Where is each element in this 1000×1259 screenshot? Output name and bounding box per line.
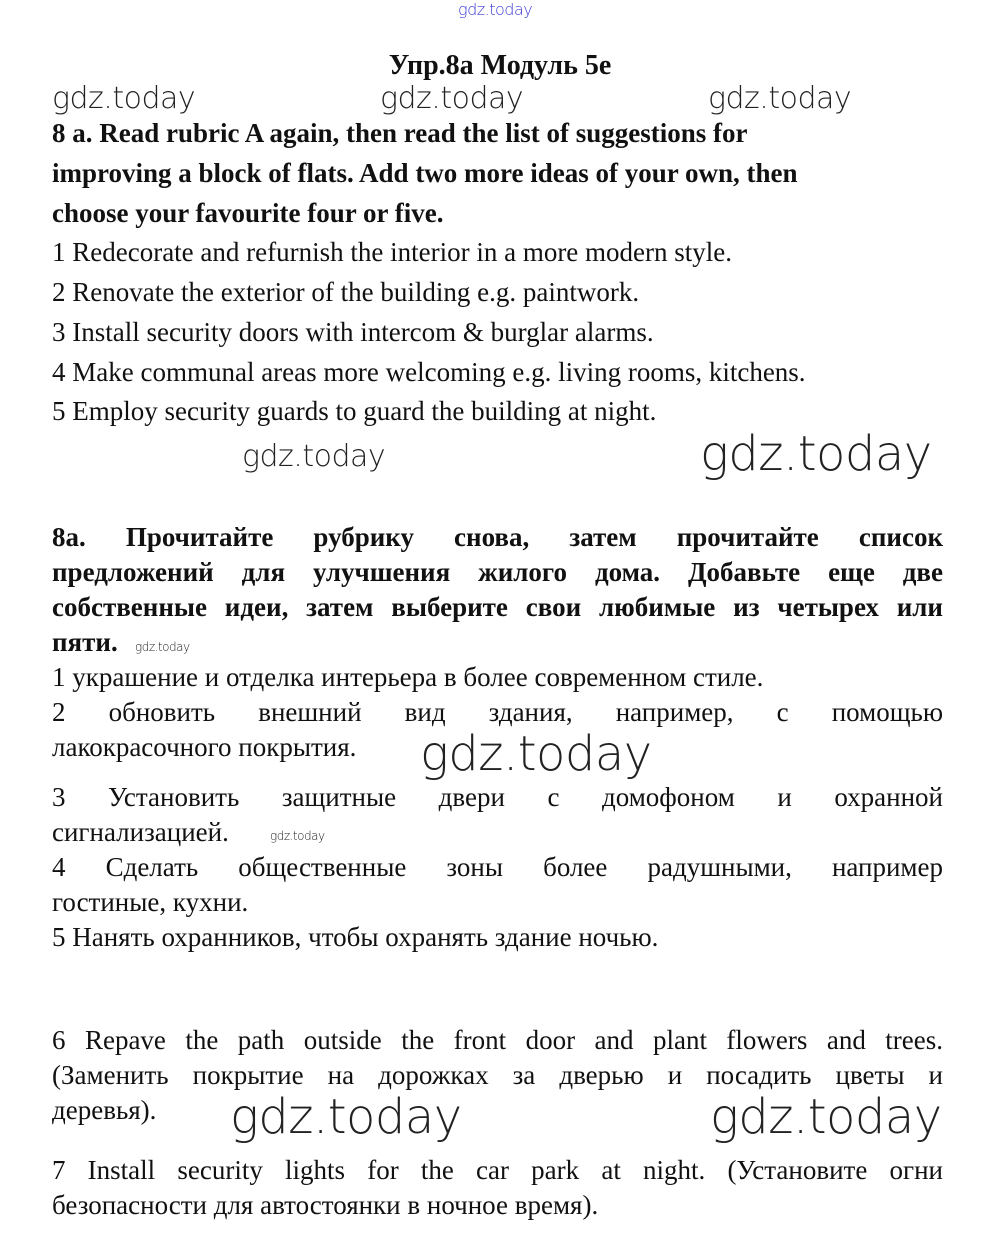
watermark: gdz.today: [135, 640, 190, 654]
watermark: gdz.today: [700, 426, 932, 482]
watermark: gdz.today: [380, 81, 524, 116]
russian-instruction-line: пяти.: [52, 627, 118, 657]
russian-instruction-line: предложений для улучшения жилого дома. Добавьте еще две: [52, 557, 943, 587]
page-title: Упр.8а Модуль 5е: [388, 50, 612, 81]
watermark-top: gdz.today: [458, 0, 533, 19]
russian-instruction-line: собственные идеи, затем выберите свои любимые из четырех или: [52, 592, 943, 622]
english-instruction-line: 8 a. Read rubric A again, then read the list of suggestions for: [52, 118, 748, 148]
russian-item: 4 Сделать общественные зоны более радушными, например: [52, 852, 943, 882]
watermark: gdz.today: [230, 1089, 462, 1145]
russian-item: гостиные, кухни.: [52, 887, 249, 917]
russian-item: 2 обновить внешний вид здания, например, с помощью: [52, 697, 943, 727]
own-idea-item: безопасности для автостоянки в ночное время).: [52, 1190, 599, 1220]
english-item: 1 Redecorate and refurnish the interior in a more modern style.: [52, 237, 733, 267]
watermark: gdz.today: [420, 726, 652, 782]
own-idea-item: 7 Install security lights for the car park at night. (Установите огни: [52, 1155, 943, 1185]
russian-item: лакокрасочного покрытия.: [52, 732, 357, 762]
own-idea-item: (Заменить покрытие на дорожках за дверью и посадить цветы и: [52, 1060, 943, 1090]
russian-instruction-line: 8a. Прочитайте рубрику снова, затем прочитайте список: [52, 522, 943, 552]
watermark: gdz.today: [52, 81, 196, 116]
watermark: gdz.today: [708, 81, 852, 116]
watermark: gdz.today: [710, 1089, 942, 1145]
russian-item: 3 Установить защитные двери с домофоном и охранной: [52, 782, 943, 812]
english-item: 4 Make communal areas more welcoming e.g. living rooms, kitchens.: [52, 357, 806, 387]
russian-item: сигнализацией.: [52, 817, 229, 847]
english-item: 5 Employ security guards to guard the building at night.: [52, 396, 657, 426]
russian-item: 5 Нанять охранников, чтобы охранять здание ночью.: [52, 922, 659, 952]
own-idea-item: деревья).: [52, 1095, 157, 1125]
english-instruction-line: improving a block of flats. Add two more ideas of your own, then: [52, 158, 798, 188]
watermark: gdz.today: [242, 439, 386, 474]
russian-item: 1 украшение и отделка интерьера в более современном стиле.: [52, 662, 764, 692]
english-item: 3 Install security doors with intercom & burglar alarms.: [52, 317, 654, 347]
watermark: gdz.today: [270, 829, 325, 843]
english-item: 2 Renovate the exterior of the building e.g. paintwork.: [52, 277, 640, 307]
own-idea-item: 6 Repave the path outside the front door and plant flowers and trees.: [52, 1025, 943, 1055]
english-instruction-line: choose your favourite four or five.: [52, 198, 444, 228]
